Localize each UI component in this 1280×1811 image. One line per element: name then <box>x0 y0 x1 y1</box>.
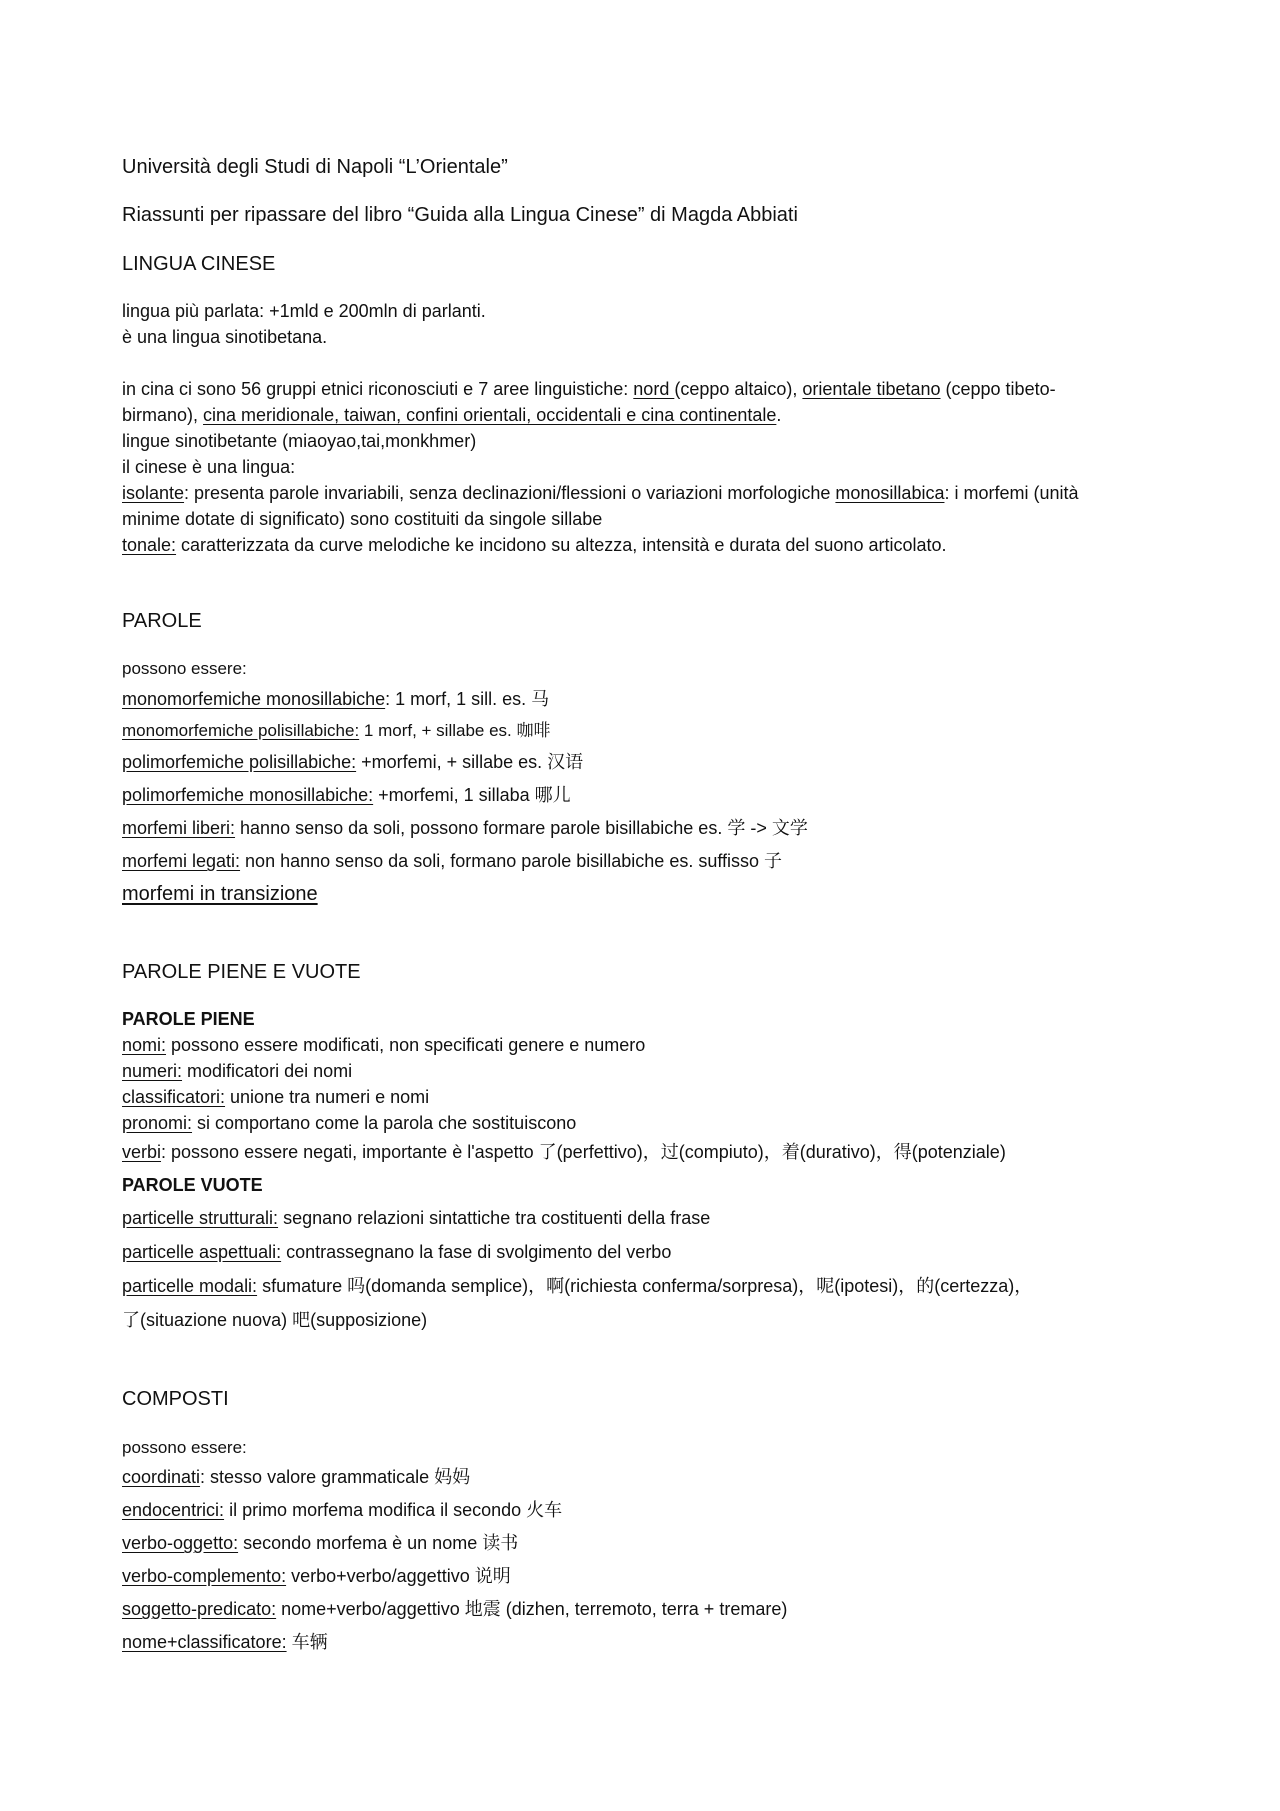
list-item <box>122 751 583 773</box>
text-span: : stesso valore grammaticale 妈妈 <box>200 1467 471 1487</box>
list-item <box>122 784 571 806</box>
text-line: lingue sinotibetante (miaoyao,tai,monkhmer) <box>122 431 477 451</box>
text-line <box>122 404 781 426</box>
term: nome+classificatore: <box>122 1632 287 1652</box>
text-span: contrassegnano la fase di svolgimento del verbo <box>281 1242 672 1262</box>
text-span: birmano), <box>122 405 204 425</box>
text-line: il cinese è una lingua: <box>122 457 296 477</box>
term: morfemi legati: <box>122 851 241 871</box>
text-span: : i morfemi (unità <box>944 483 1079 503</box>
term: particelle aspettuali: <box>122 1242 282 1262</box>
text-line: possono essere: <box>122 659 247 678</box>
text-span: in cina ci sono 56 gruppi etnici riconosciuti e 7 aree linguistiche: <box>122 379 634 399</box>
term: monomorfemiche monosillabiche <box>122 689 386 709</box>
term-monosillabica: monosillabica <box>835 483 945 503</box>
text-span: nome+verbo/aggettivo 地震 (dizhen, terremoto, terra + tremare) <box>276 1599 788 1619</box>
list-item <box>122 1631 328 1653</box>
list-item <box>122 688 549 710</box>
list-item <box>122 1598 787 1620</box>
section-title-piene-vuote: PAROLE PIENE E VUOTE <box>122 961 361 983</box>
text-line <box>122 534 947 556</box>
term: morfemi in transizione <box>122 883 318 905</box>
text-line <box>122 378 1056 400</box>
text-line: è una lingua sinotibetana. <box>122 327 328 347</box>
list-item <box>122 1565 511 1587</box>
term: soggetto-predicato: <box>122 1599 277 1619</box>
text-span: non hanno senso da soli, formano parole bisillabiche es. suffisso 子 <box>240 851 783 871</box>
list-item <box>122 883 318 905</box>
text-span: +morfemi, + sillabe es. 汉语 <box>356 752 584 772</box>
list-item <box>122 850 782 872</box>
list-item <box>122 817 808 839</box>
list-item <box>122 1060 352 1082</box>
term: coordinati <box>122 1467 201 1487</box>
term: classificatori: <box>122 1087 226 1107</box>
text-span: 车辆 <box>286 1632 328 1652</box>
list-item <box>122 1086 429 1108</box>
term: endocentrici: <box>122 1500 225 1520</box>
term: verbo-oggetto: <box>122 1533 239 1553</box>
term: monomorfemiche polisillabiche: <box>122 721 360 740</box>
term: verbo-complemento: <box>122 1566 287 1586</box>
text-span: secondo morfema è un nome 读书 <box>238 1533 519 1553</box>
list-item <box>122 1141 1006 1163</box>
list-item <box>122 1112 576 1134</box>
text-span: il primo morfema modifica il secondo 火车 <box>224 1500 563 1520</box>
term-isolante: isolante <box>122 483 185 503</box>
text-span: possono essere modificati, non specificati genere e numero <box>166 1035 646 1055</box>
list-item <box>122 1207 710 1229</box>
term: verbi <box>122 1142 162 1162</box>
text-span: (ceppo altaico), <box>674 379 803 399</box>
list-item <box>122 1034 645 1056</box>
text-span: : possono essere negati, importante è l'aspetto 了(perfettivo)，过(compiuto)，着(durativo)，得(potenziale) <box>161 1142 1006 1162</box>
list-item <box>122 1532 518 1554</box>
text-span: : 1 morf, 1 sill. es. 马 <box>385 689 550 709</box>
text-span: (ceppo tibeto- <box>940 379 1056 399</box>
text-span: . <box>776 405 782 425</box>
list-item <box>122 1241 671 1263</box>
text-line: possono essere: <box>122 1438 247 1457</box>
term: pronomi: <box>122 1113 193 1133</box>
text-span: +morfemi, 1 sillaba 哪儿 <box>373 785 571 805</box>
list-item <box>122 1275 1032 1297</box>
term: particelle strutturali: <box>122 1208 279 1228</box>
text-span: : presenta parole invariabili, senza declinazioni/flessioni o variazioni morfologiche <box>184 483 836 503</box>
term-orientale: orientale tibetano <box>802 379 941 399</box>
text-span: sfumature 吗(domanda semplice)，啊(richiesta conferma/sorpresa)，呢(ipotesi)，的(certezza)， <box>257 1276 1033 1296</box>
list-item <box>122 720 551 742</box>
text-line: minime dotate di significato) sono costituiti da singole sillabe <box>122 509 603 529</box>
term-cina-list: cina meridionale, taiwan, confini orientali, occidentali e cina continentale <box>203 405 777 425</box>
text-span: 1 morf, + sillabe es. 咖啡 <box>359 721 551 740</box>
term: polimorfemiche monosillabiche: <box>122 785 374 805</box>
subsection-title-vuote: PAROLE VUOTE <box>122 1175 263 1195</box>
text-span: verbo+verbo/aggettivo 说明 <box>286 1566 511 1586</box>
section-title-lingua: LINGUA CINESE <box>122 253 276 275</box>
term-tonale: tonale: <box>122 535 177 555</box>
subsection-title-piene: PAROLE PIENE <box>122 1009 255 1029</box>
text-span: caratterizzata da curve melodiche ke incidono su altezza, intensità e durata del suono articolato. <box>176 535 947 555</box>
term: polimorfemiche polisillabiche: <box>122 752 357 772</box>
text-line <box>122 482 1079 504</box>
text-span: modificatori dei nomi <box>182 1061 353 1081</box>
term-nord: nord <box>633 379 675 399</box>
section-title-composti: COMPOSTI <box>122 1388 229 1410</box>
text-span: unione tra numeri e nomi <box>225 1087 430 1107</box>
university-title: Università degli Studi di Napoli “L’Orientale” <box>122 156 508 178</box>
term: particelle modali: <box>122 1276 258 1296</box>
text-span: si comportano come la parola che sostituiscono <box>192 1113 577 1133</box>
section-title-parole: PAROLE <box>122 610 202 632</box>
text-span: hanno senso da soli, possono formare parole bisillabiche es. 学 -> 文学 <box>235 818 808 838</box>
text-line: 了(situazione nuova) 吧(supposizione) <box>122 1310 428 1330</box>
term: morfemi liberi: <box>122 818 236 838</box>
text-span: segnano relazioni sintattiche tra costituenti della frase <box>278 1208 711 1228</box>
term: nomi: <box>122 1035 167 1055</box>
term: numeri: <box>122 1061 183 1081</box>
document-subtitle: Riassunti per ripassare del libro “Guida alla Lingua Cinese” di Magda Abbiati <box>122 204 798 226</box>
text-line: lingua più parlata: +1mld e 200mln di parlanti. <box>122 301 486 321</box>
list-item <box>122 1466 470 1488</box>
list-item <box>122 1499 562 1521</box>
